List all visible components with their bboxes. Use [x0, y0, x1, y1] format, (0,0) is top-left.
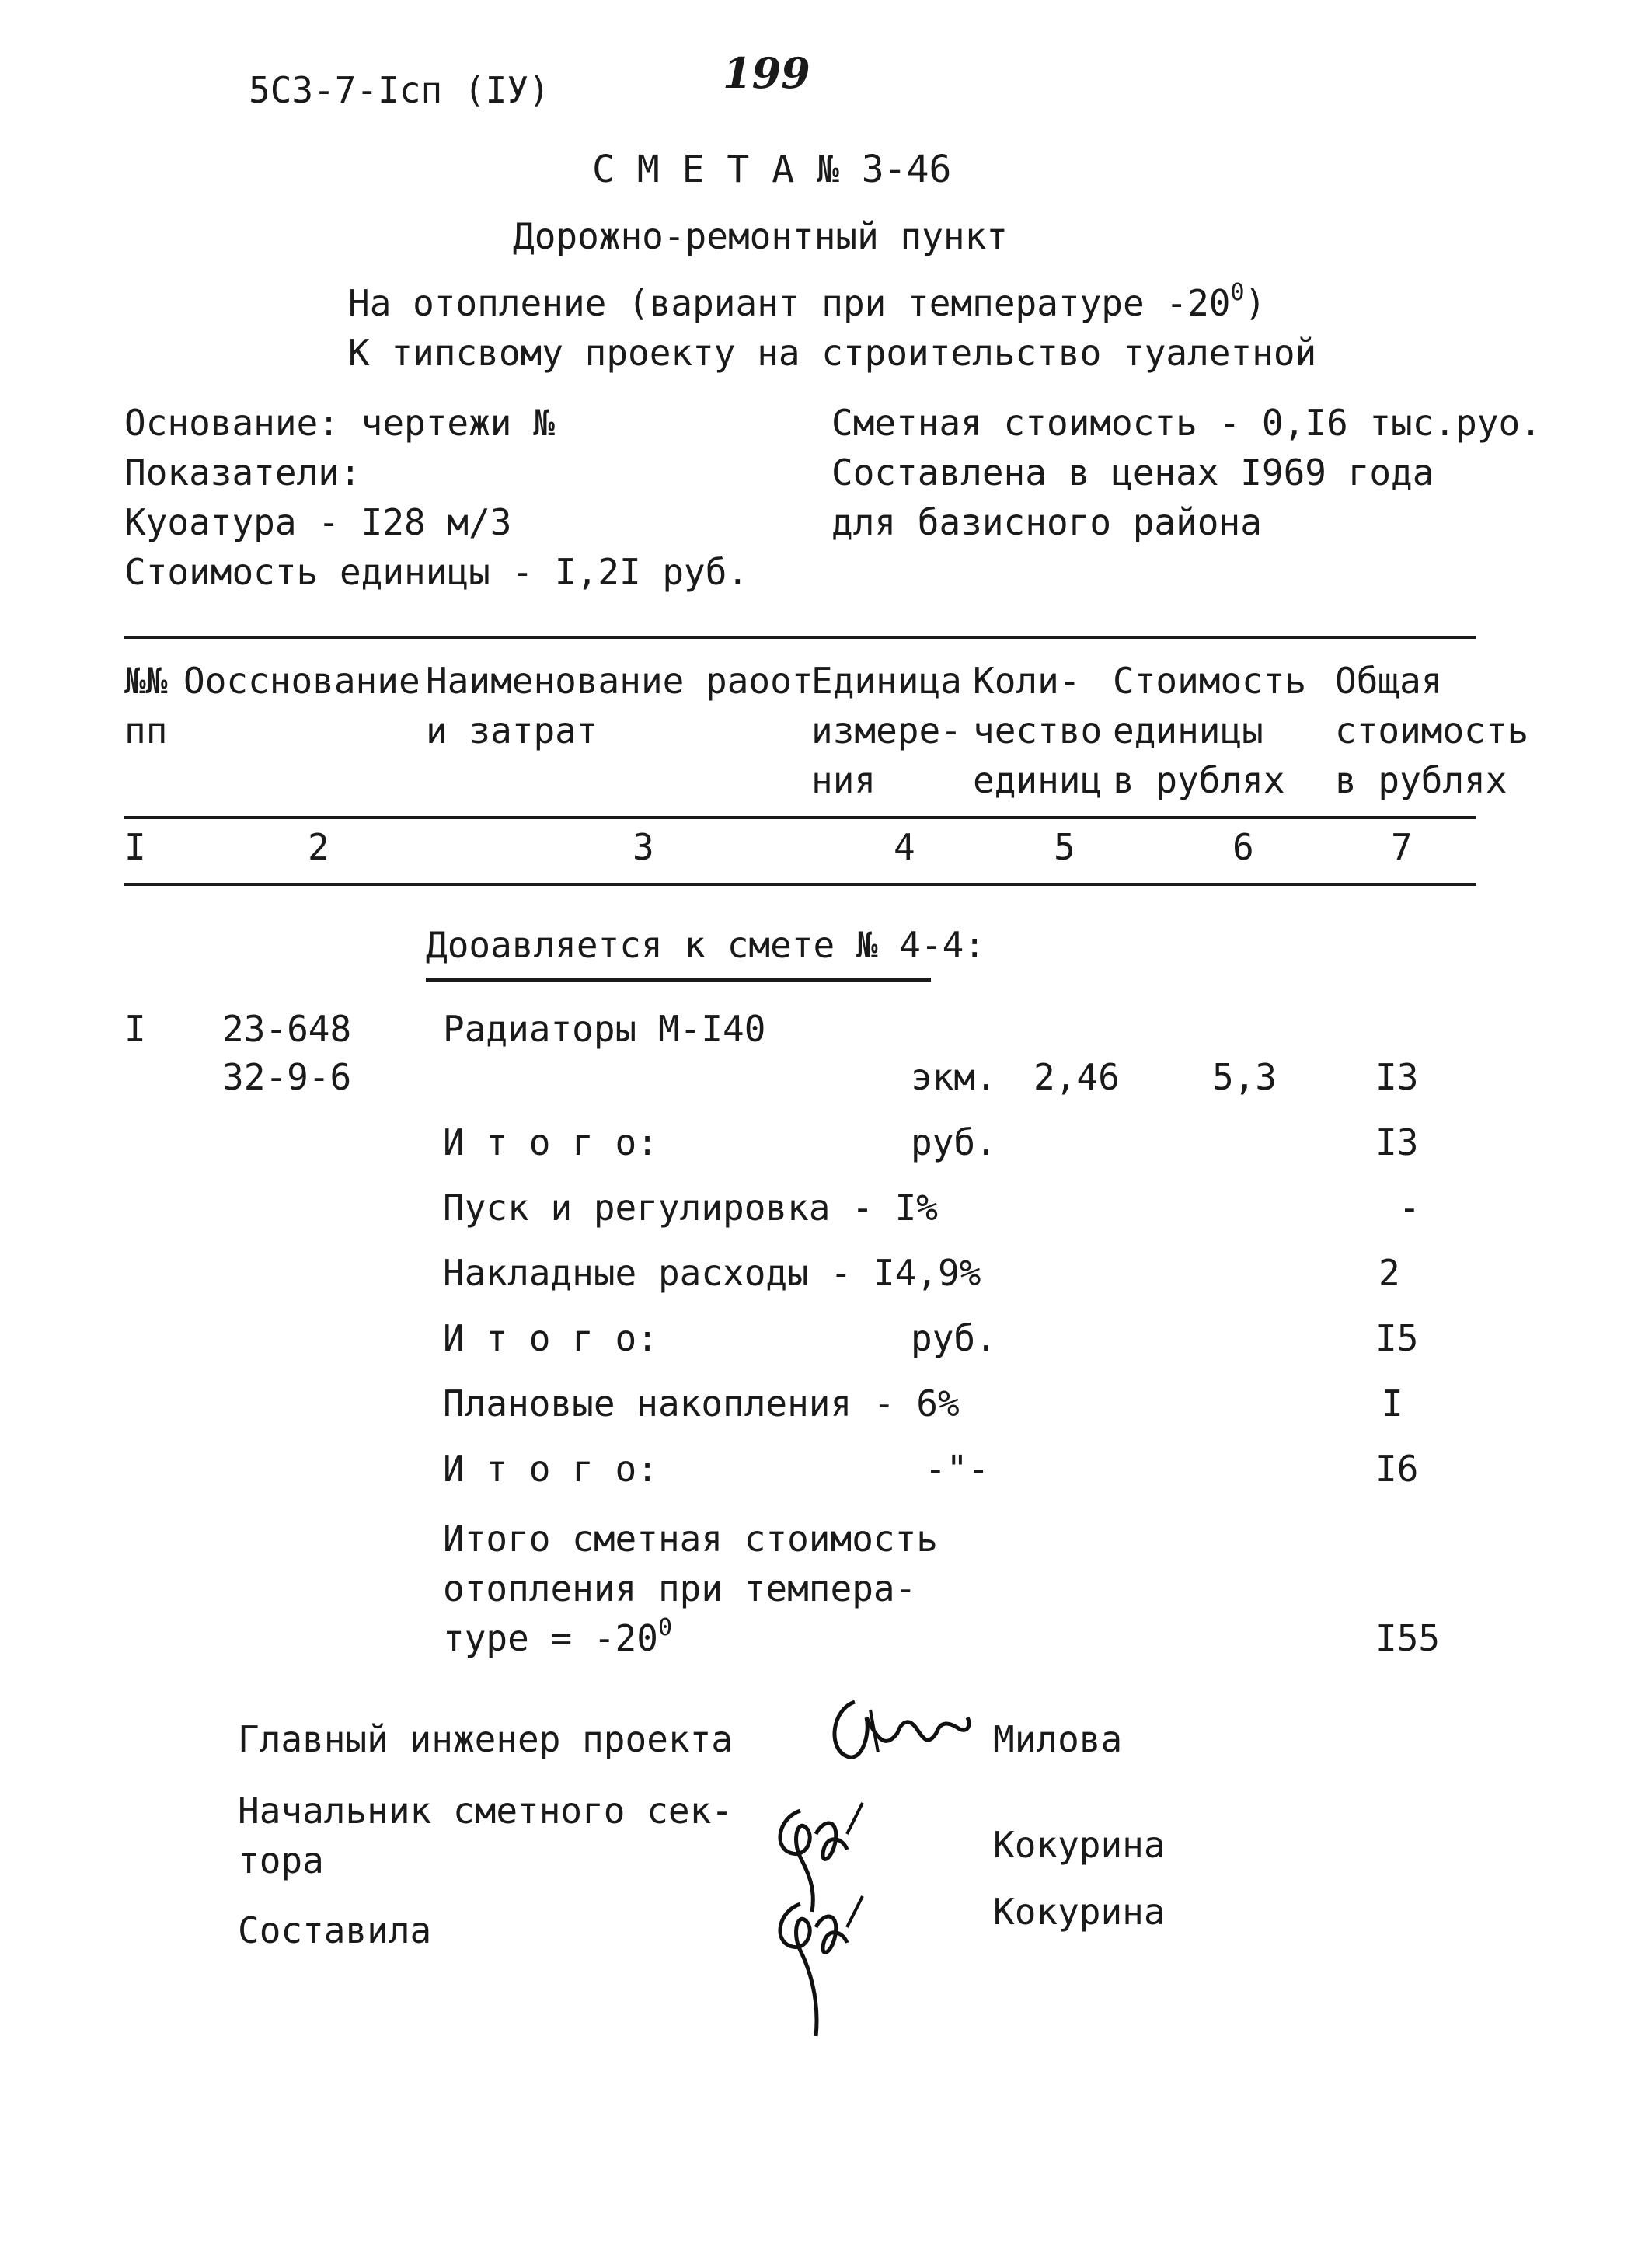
- document-title: С М Е Т А № 3-46: [592, 148, 952, 191]
- column-number: 5: [1054, 826, 1075, 868]
- compiled-by-title: Составила: [238, 1909, 432, 1951]
- summary-row-label: Пуск и регулировка - I%: [443, 1187, 938, 1229]
- header-col-5: [973, 656, 1102, 805]
- chief-engineer-signature-icon: [824, 1686, 979, 1772]
- column-number: 6: [1232, 826, 1254, 868]
- header-col-4-line: измере-: [811, 710, 962, 751]
- header-col-6-line: Стоимость: [1113, 660, 1307, 702]
- grand-total-line-2: отопления при темпера-: [443, 1567, 917, 1609]
- page-number: 199: [723, 48, 810, 98]
- header-col-3-line: Наименование раоот: [426, 660, 814, 702]
- section-title: Дооавляется к смете № 4-4:: [426, 924, 986, 966]
- meta-region: для базисного района: [831, 501, 1262, 543]
- summary-row-label: Плановые накопления - 6%: [443, 1383, 960, 1424]
- meta-volume: Куоатура - I28 м/3: [124, 501, 512, 543]
- header-col-7-line: Общая: [1335, 660, 1443, 702]
- meta-prices: Составлена в ценах I969 года: [831, 452, 1434, 493]
- purpose-degree: 0: [1230, 279, 1245, 306]
- header-col-6-line: в рублях: [1113, 759, 1285, 801]
- grand-total-line-3: [443, 1616, 672, 1665]
- meta-indicators: Показатели:: [124, 452, 361, 493]
- column-number: 2: [308, 826, 329, 868]
- header-col-2-line: Оосснование: [183, 660, 420, 702]
- header-col-6-line: единицы: [1113, 710, 1263, 751]
- item-unit-price: 5,3: [1212, 1056, 1277, 1098]
- purpose-line: [348, 281, 1266, 330]
- header-col-4-line: Единица: [811, 660, 962, 702]
- header-col-1-line: пп: [124, 710, 168, 751]
- document-subtitle: Дорожно-ремонтный пункт: [513, 215, 1008, 257]
- header-col-4-line: ния: [811, 759, 877, 801]
- header-col-5-line: единиц: [973, 759, 1103, 801]
- header-col-7-line: в рублях: [1335, 759, 1507, 801]
- summary-row-value: I: [1382, 1383, 1403, 1424]
- meta-estimated-cost: Сметная стоимость - 0,I6 тыс.руо.: [831, 402, 1542, 444]
- project-line: К типсвому проекту на строительство туалетной: [348, 332, 1317, 374]
- chief-engineer-name: Милова: [993, 1718, 1123, 1760]
- summary-row-label: И т о г о:: [443, 1448, 658, 1490]
- header-col-2: [183, 656, 420, 706]
- item-quantity: 2,46: [1033, 1056, 1120, 1098]
- summary-row-unit: руб.: [911, 1121, 997, 1163]
- column-number: I: [124, 826, 146, 868]
- summary-row-label: Накладные расходы - I4,9%: [443, 1252, 981, 1294]
- grand-total-line-1: Итого сметная стоимость: [443, 1518, 938, 1560]
- summary-row-unit: -"-: [925, 1448, 990, 1490]
- summary-row-value: 2: [1378, 1252, 1400, 1294]
- summary-row-unit: руб.: [911, 1317, 997, 1359]
- summary-row-value: I6: [1375, 1448, 1419, 1490]
- summary-row-value: I5: [1375, 1317, 1419, 1359]
- meta-unit-cost: Стоимость единицы - I,2I руб.: [124, 551, 749, 593]
- head-title-line-1: Начальник сметного сек-: [238, 1790, 733, 1832]
- meta-basis: Основание: чертежи №: [124, 402, 555, 444]
- header-col-7: [1335, 656, 1528, 805]
- item-basis-line-1: 23-648: [222, 1008, 352, 1050]
- summary-row-label: И т о г о:: [443, 1121, 658, 1163]
- compiled-signature-icon: [746, 1881, 894, 2044]
- chief-engineer-title: Главный инженер проекта: [238, 1718, 733, 1760]
- compiled-by-name: Кокурина: [993, 1891, 1166, 1933]
- head-name: Кокурина: [993, 1824, 1166, 1866]
- column-number: 4: [894, 826, 915, 868]
- header-col-6: [1113, 656, 1306, 805]
- item-total: I3: [1375, 1056, 1419, 1098]
- item-unit: экм.: [911, 1056, 997, 1098]
- summary-row-value: I3: [1375, 1121, 1419, 1163]
- column-number: 7: [1391, 826, 1413, 868]
- header-col-7-line: стоимость: [1335, 710, 1529, 751]
- header-col-3: [426, 656, 814, 755]
- summary-row-value: -: [1399, 1187, 1420, 1229]
- grand-total-line-3-text: туре = -20: [443, 1617, 658, 1659]
- purpose-text: На отопление (вариант при температуре -20: [348, 282, 1231, 324]
- column-numbers-bottom-rule: [124, 883, 1476, 886]
- item-basis-line-2: 32-9-6: [222, 1056, 352, 1098]
- item-number: I: [124, 1008, 146, 1050]
- purpose-end: ): [1244, 282, 1267, 324]
- section-title-underline: [426, 978, 931, 982]
- header-bottom-rule: [124, 816, 1476, 819]
- header-col-4: [811, 656, 962, 805]
- head-title-line-2: тора: [238, 1839, 324, 1881]
- summary-row-label: И т о г о:: [443, 1317, 658, 1359]
- grand-total-degree: 0: [657, 1614, 673, 1641]
- header-col-5-line: чество: [973, 710, 1103, 751]
- column-number: 3: [633, 826, 654, 868]
- grand-total-value: I55: [1375, 1617, 1441, 1659]
- header-col-1: [124, 656, 167, 755]
- document-code: 5С3-7-Iсп (IУ): [249, 69, 550, 111]
- header-col-1-line: №№: [124, 660, 168, 702]
- header-col-3-line: и затрат: [426, 710, 598, 751]
- table-top-rule: [124, 636, 1476, 639]
- item-name: Радиаторы М-I40: [443, 1008, 766, 1050]
- header-col-5-line: Коли-: [973, 660, 1081, 702]
